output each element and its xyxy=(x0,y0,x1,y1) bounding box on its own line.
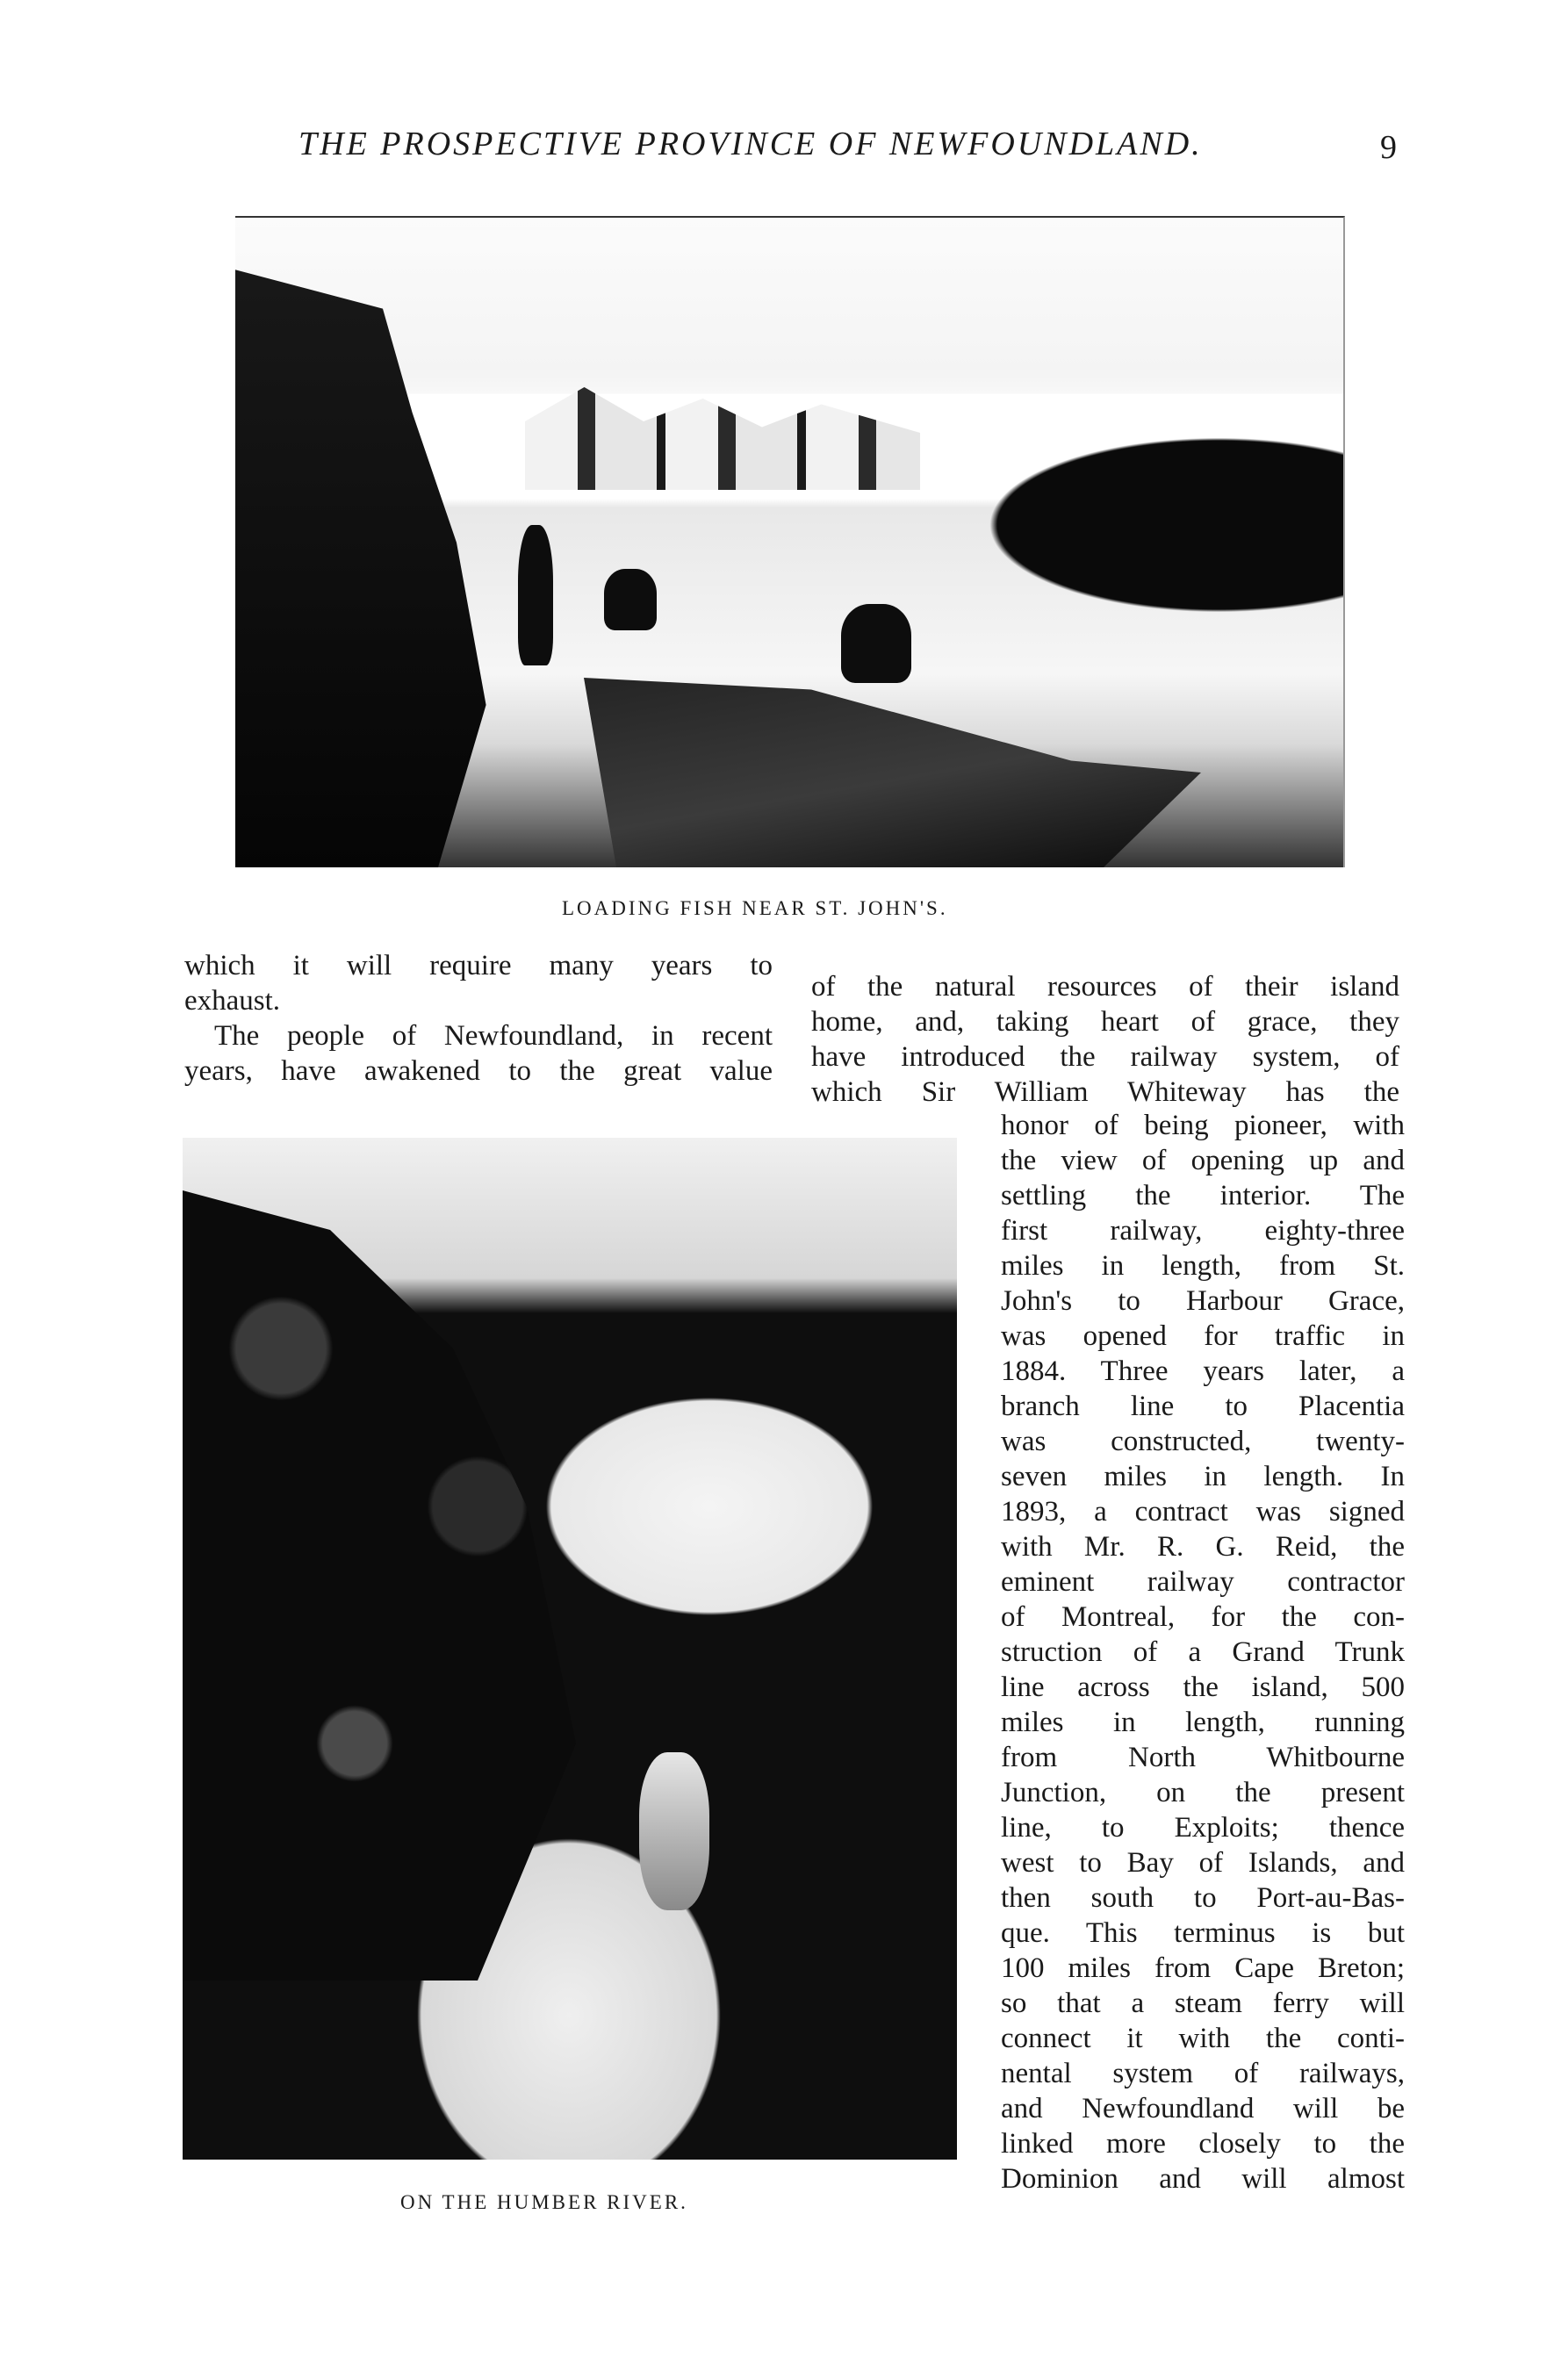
photo-loading-fish xyxy=(235,216,1345,867)
text-line: branch line to Placentia xyxy=(1001,1391,1405,1422)
left-column-text xyxy=(184,948,773,1089)
text-line: was opened for traffic in xyxy=(1001,1320,1405,1352)
text-line: 1884. Three years later, a xyxy=(1001,1355,1405,1387)
text-line: nental system of railways, xyxy=(1001,2058,1405,2089)
text-line: and Newfoundland will be xyxy=(1001,2093,1405,2124)
text-line: 100 miles from Cape Breton; xyxy=(1001,1952,1405,1984)
text-line: west to Bay of Islands, and xyxy=(1001,1847,1405,1879)
text-line: honor of being pioneer, with xyxy=(1001,1110,1405,1141)
text-line: the view of opening up and xyxy=(1001,1145,1405,1176)
text-line: of the natural resources of their island xyxy=(811,971,1399,1003)
text-line: Junction, on the present xyxy=(1001,1777,1405,1808)
figure-caption-2: ON THE HUMBER RIVER. xyxy=(400,2191,688,2213)
text-line: first railway, eighty-three xyxy=(1001,1215,1405,1247)
photo-foliage xyxy=(183,1190,674,1981)
text-line: Dominion and will almost xyxy=(1001,2163,1405,2195)
text-line: miles in length, from St. xyxy=(1001,1250,1405,1282)
text-line: so that a steam ferry will xyxy=(1001,1988,1405,2019)
text-line: settling the interior. The xyxy=(1001,1180,1405,1211)
right-column-narrow-text xyxy=(1001,1108,1405,2196)
photo-houses xyxy=(525,376,920,490)
text-line: have introduced the railway system, of xyxy=(811,1041,1399,1073)
text-line: connect it with the conti- xyxy=(1001,2023,1405,2054)
text-line: of Montreal, for the con- xyxy=(1001,1601,1405,1633)
text-line: linked more closely to the xyxy=(1001,2128,1405,2160)
right-column-top-text xyxy=(811,969,1399,1110)
text-line: seven miles in length. In xyxy=(1001,1461,1405,1492)
text-line: eminent railway contractor xyxy=(1001,1566,1405,1598)
running-title: THE PROSPECTIVE PROVINCE OF NEWFOUNDLAND. xyxy=(298,126,1203,162)
photo-figure-standing xyxy=(518,525,553,665)
text-line: John's to Harbour Grace, xyxy=(1001,1285,1405,1317)
text-line: with Mr. R. G. Reid, the xyxy=(1001,1531,1405,1563)
photo-humber-river xyxy=(183,1138,957,2160)
photo-canoe xyxy=(639,1752,709,1910)
text-line: then south to Port-au-Bas- xyxy=(1001,1882,1405,1914)
text-line: line, to Exploits; thence xyxy=(1001,1812,1405,1844)
page-number: 9 xyxy=(1380,129,1397,166)
photo-figure-rower xyxy=(841,604,911,683)
text-line: line across the island, 500 xyxy=(1001,1671,1405,1703)
photo-figure-seated xyxy=(604,569,657,630)
text-line: struction of a Grand Trunk xyxy=(1001,1636,1405,1668)
text-line: was constructed, twenty- xyxy=(1001,1426,1405,1457)
text-line: The people of Newfoundland, in recent xyxy=(214,1020,773,1052)
text-line: from North Whitbourne xyxy=(1001,1742,1405,1773)
text-line: which Sir William Whiteway has the xyxy=(811,1076,1399,1108)
text-line: years, have awakened to the great value xyxy=(184,1055,773,1087)
text-line: which it will require many years to xyxy=(184,950,773,981)
text-line: 1893, a contract was signed xyxy=(1001,1496,1405,1528)
figure-caption-1: LOADING FISH NEAR ST. JOHN'S. xyxy=(562,897,948,919)
text-line: miles in length, running xyxy=(1001,1707,1405,1738)
text-line: home, and, taking heart of grace, they xyxy=(811,1006,1399,1038)
text-line: que. This terminus is but xyxy=(1001,1917,1405,1949)
text-line: exhaust. xyxy=(184,985,281,1017)
